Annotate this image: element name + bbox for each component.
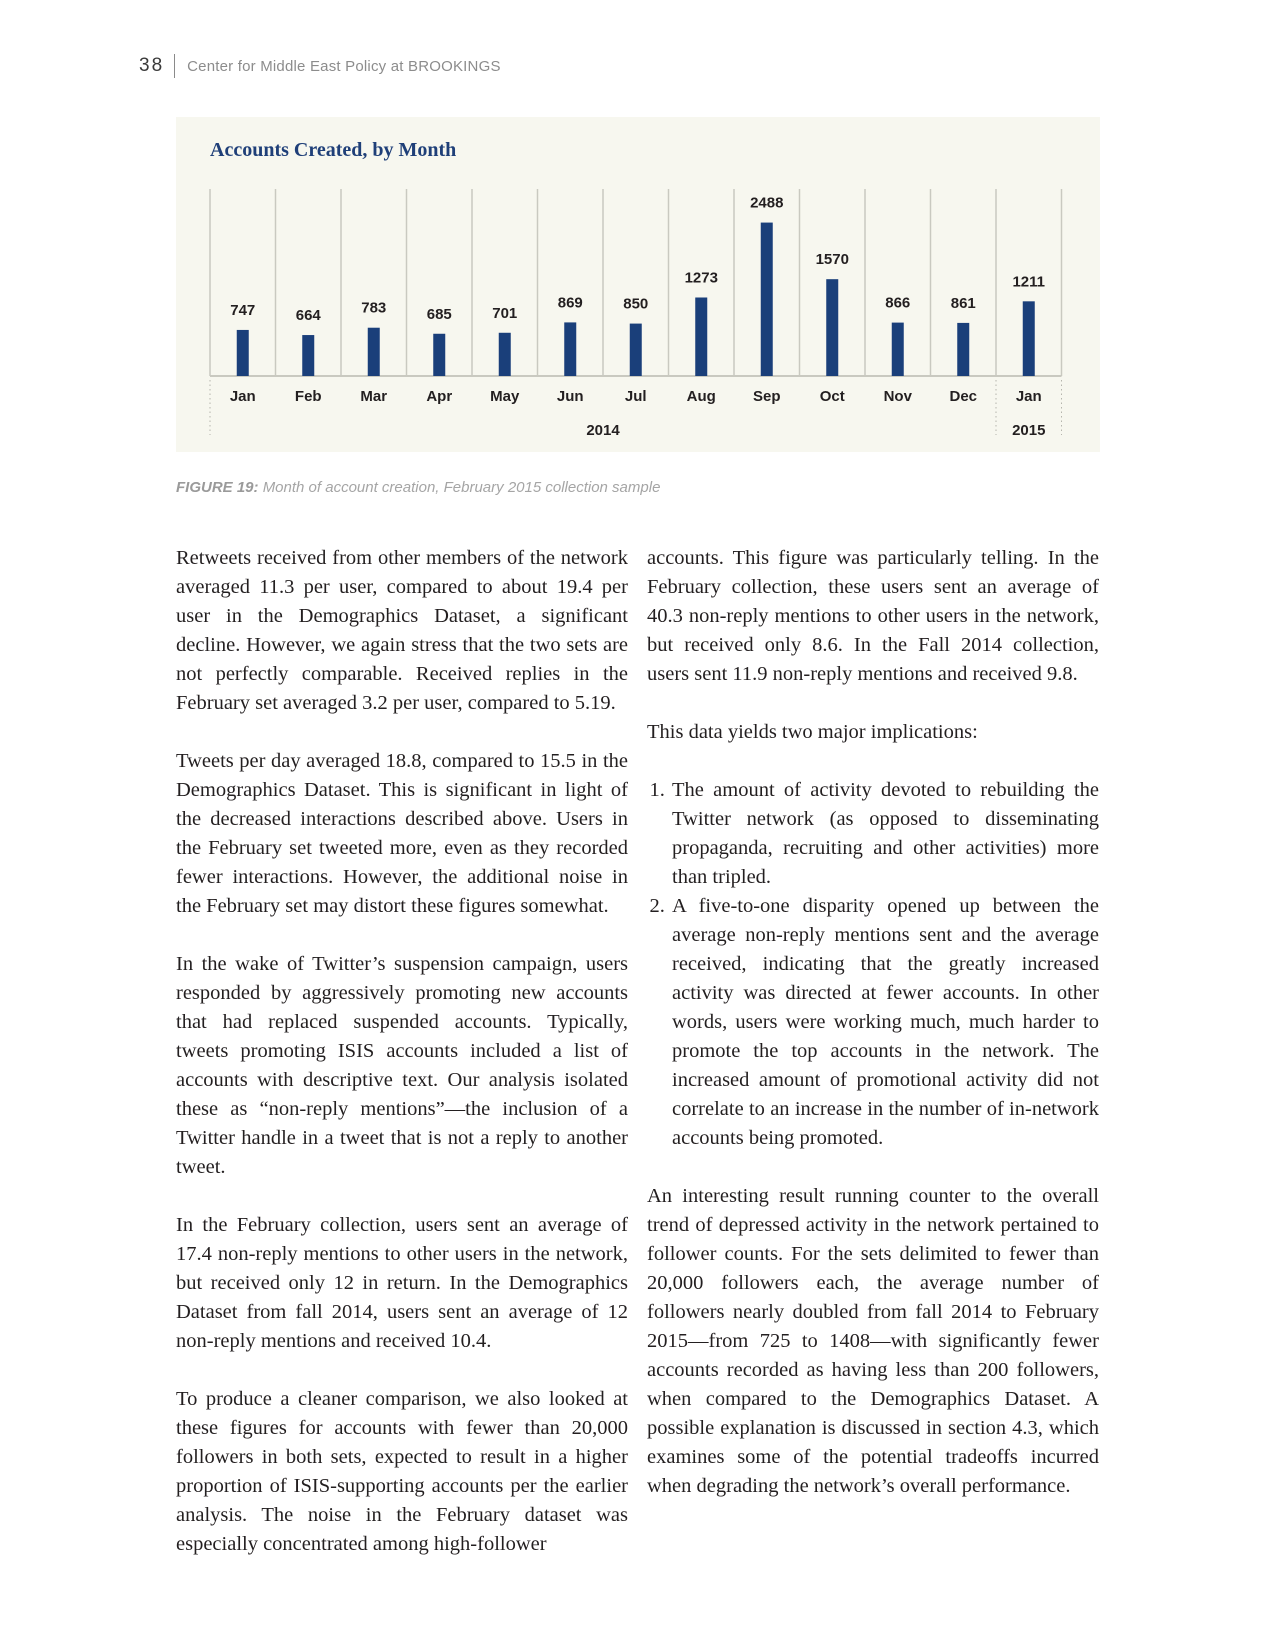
paragraph-february-collection: In the February collection, users sent an average of 17.4 non-reply mentions to other users in the network, but received only 12 in return. In the Demographics Dataset from fall 2014, users sent an average of 12 non-reply mentions and received 10.4. (176, 1214, 628, 1352)
bar (368, 328, 380, 376)
paragraph-retweets: Retweets received from other members of the network averaged 11.3 per user, compared to about 19.4 per user in the Demographics Dataset, a significant decline. However, we again stress that the two sets are not perfectly comparable. Received replies in the February set averaged 3.2 per user, compared to 5.19. (176, 547, 628, 714)
year-label: 2015 (1012, 422, 1046, 439)
bar (630, 324, 642, 376)
bar (761, 223, 773, 376)
x-tick-label: Nov (883, 388, 912, 405)
bar (237, 330, 249, 376)
figure-caption-text: Month of account creation, February 2015 collection sample (262, 479, 661, 496)
data-label: 850 (623, 295, 649, 313)
paragraph-accounts-telling: accounts. This figure was particularly telling. In the February collection, these users sent an average of 40.3 non-reply mentions to other users in the network, but received only 8.6. In the Fall 2014 collection, users sent 11.9 non-reply mentions and received 9.8. (647, 547, 1099, 685)
implications-list (647, 776, 1099, 1153)
x-tick-label: Jan (1015, 388, 1042, 405)
data-label: 866 (885, 294, 911, 312)
figure-caption (176, 479, 660, 496)
paragraph-implications-intro: This data yields two major implications: (647, 721, 978, 743)
x-tick-label: Oct (819, 388, 845, 405)
paragraph-tweets-per-day: Tweets per day averaged 18.8, compared to 15.5 in the Demographics Dataset. This is significant in light of the decreased interactions described above. Users in the February set tweeted more, even as they recorded fewer interactions. However, the additional noise in the February set may distort these figures somewhat. (176, 750, 628, 917)
year-label: 2014 (586, 422, 620, 439)
x-tick-label: Mar (360, 388, 388, 405)
chart-title: Accounts Created, by Month (210, 139, 457, 161)
data-label: 869 (557, 294, 583, 312)
data-label: 783 (361, 299, 387, 317)
bar (564, 322, 576, 376)
data-label: 1273 (684, 269, 718, 287)
x-tick-label: Jul (624, 388, 647, 405)
x-tick-label: Jun (556, 388, 584, 405)
bar (892, 323, 904, 376)
bar (302, 335, 314, 376)
publication-name: Center for Middle East Policy at BROOKINGS (187, 57, 501, 75)
data-label: 861 (950, 294, 976, 312)
x-tick-label: Feb (294, 388, 322, 405)
running-head (139, 54, 501, 78)
list-item: 1. The amount of activity devoted to rebuilding the Twitter network (as opposed to disseminating propaganda, recruiting and other activities) more than tripled. (670, 776, 1099, 892)
right-column (647, 544, 1099, 1530)
accounts-created-bar-chart (176, 117, 1100, 452)
list-item: 2. A five-to-one disparity opened up between the average non-reply mentions sent and the average received, indicating that the greatly increased activity was directed at fewer accounts. In other words, users were working much, much harder to promote the top accounts in the network. The increased amount of promotional activity did not correlate to an increase in the number of in-network accounts being promoted. (670, 892, 1099, 1153)
data-label: 701 (492, 304, 518, 322)
bar (499, 333, 511, 376)
page-number: 38 (139, 55, 165, 76)
x-tick-label: Jan (229, 388, 256, 405)
x-tick-label: Dec (949, 388, 978, 405)
x-tick-label: May (490, 388, 520, 405)
bar (695, 297, 707, 376)
bar (957, 323, 969, 376)
data-label: 747 (230, 301, 256, 319)
chart-figure (176, 117, 1100, 452)
data-label: 1211 (1012, 273, 1046, 291)
paragraph-follower-counts: An interesting result running counter to the overall trend of depressed activity in the network pertained to follower counts. For the sets delimited to fewer than 20,000 followers each, the average number of followers nearly doubled from fall 2014 to February 2015—from 725 to 1408—with significantly fewer accounts recorded as having less than 200 followers, when compared to the Demographics Dataset. A possible explanation is discussed in section 4.3, which examines some of the potential tradeoffs incurred when degrading the network’s overall performance. (647, 1185, 1099, 1497)
data-label: 664 (295, 307, 321, 325)
bar (1023, 301, 1035, 376)
data-label: 1570 (815, 251, 849, 269)
data-label: 2488 (750, 194, 784, 212)
paragraph-suspension-campaign: In the wake of Twitter’s suspension campaign, users responded by aggressively promoting new accounts that had replaced suspended accounts. Typically, tweets promoting ISIS accounts included a list of accounts with descriptive text. Our analysis isolated these as “non-reply mentions”—the inclusion of a Twitter handle in a tweet that is not a reply to another tweet. (176, 953, 628, 1178)
left-column (176, 544, 628, 1588)
bar (826, 279, 838, 376)
figure-label: FIGURE 19: (176, 479, 259, 496)
x-tick-label: Apr (426, 388, 453, 405)
x-tick-label: Sep (752, 388, 781, 405)
data-label: 685 (426, 305, 452, 323)
bar (433, 334, 445, 376)
x-tick-label: Aug (686, 388, 716, 405)
header-divider (174, 54, 175, 78)
paragraph-cleaner-comparison: To produce a cleaner comparison, we also looked at these figures for accounts with fewer than 20,000 followers in both sets, expected to result in a higher proportion of ISIS-supporting accounts per the earlier analysis. The noise in the February dataset was especially concentrated among high-follower (176, 1388, 628, 1555)
